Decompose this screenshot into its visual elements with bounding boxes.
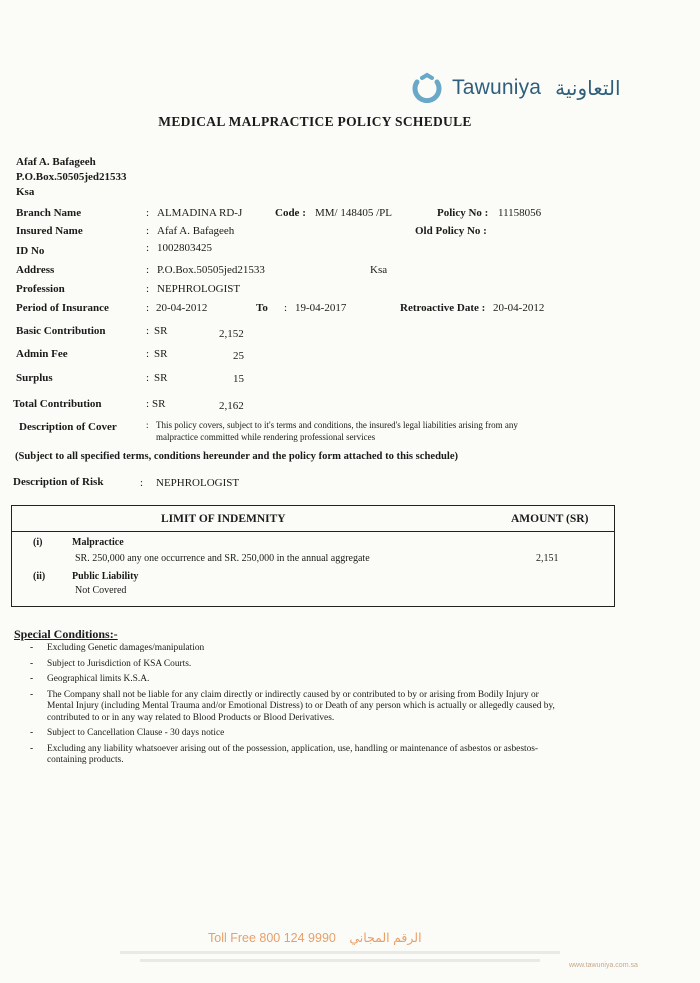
colon: :	[146, 398, 150, 410]
special-condition-line: Subject to Jurisdiction of KSA Courts.	[47, 658, 192, 669]
colon: :	[284, 302, 288, 314]
address-label: Address	[16, 264, 55, 276]
bullet-dash: -	[30, 728, 34, 738]
code-value: MM/ 148405 /PL	[315, 207, 393, 219]
special-conditions-title: Special Conditions:-	[14, 627, 118, 641]
colon: :	[146, 325, 150, 337]
colon: :	[146, 348, 150, 360]
admin-fee-currency: SR	[154, 348, 168, 360]
addressee-country: Ksa	[16, 186, 35, 198]
special-condition-item	[14, 674, 614, 686]
basic-contribution-amount: 2,152	[219, 328, 244, 340]
subject-note: (Subject to all specified terms, conditions hereunder and the policy form attached to this schedule)	[15, 451, 459, 462]
id-no-value: 1002803425	[157, 242, 212, 254]
total-contribution-label: Total Contribution	[13, 398, 102, 410]
special-condition-line: containing products.	[47, 755, 124, 765]
website: www.tawuniya.com.sa	[569, 962, 638, 969]
retroactive-label: Retroactive Date :	[400, 302, 486, 314]
surplus-amount: 15	[233, 373, 244, 385]
indemnity-header-limit: LIMIT OF INDEMNITY	[161, 513, 286, 525]
special-condition-item	[14, 744, 614, 767]
period-to-label: To	[256, 302, 268, 314]
description-of-risk-label: Description of Risk	[13, 476, 104, 488]
total-contribution-amount: 2,162	[219, 400, 244, 412]
retroactive-value: 20-04-2012	[493, 302, 545, 314]
logo-name-ar: التعاونية	[555, 76, 621, 100]
colon: :	[146, 283, 150, 295]
colon: :	[146, 372, 150, 384]
special-condition-item	[14, 643, 614, 655]
admin-fee-label: Admin Fee	[16, 348, 68, 360]
addressee-name: Afaf A. Bafageeh	[16, 156, 96, 168]
period-from-value: 20-04-2012	[156, 302, 208, 314]
indemnity-item-title: Malpractice	[72, 537, 124, 548]
indemnity-item-title: Public Liability	[72, 571, 139, 582]
special-condition-line: The Company shall not be liable for any claim directly or indirectly caused by or contributed to by or arising from Bodily Injury or	[47, 689, 539, 700]
special-condition-line: Subject to Cancellation Clause - 30 days notice	[47, 728, 225, 738]
policy-no-value: 11158056	[498, 207, 542, 219]
indemnity-item-detail: SR. 250,000 any one occurrence and SR. 250,000 in the annual aggregate	[75, 553, 370, 564]
period-label: Period of Insurance	[16, 302, 109, 314]
special-condition-line: Geographical limits K.S.A.	[47, 674, 150, 684]
indemnity-header-amount: AMOUNT (SR)	[511, 513, 589, 525]
bullet-dash: -	[30, 643, 34, 653]
tawuniya-logo-icon	[411, 72, 443, 104]
old-policy-no-label: Old Policy No :	[415, 225, 487, 237]
description-of-cover-line1: This policy covers, subject to it's terms and conditions, the insured's legal liabilities arising from any	[156, 420, 518, 430]
toll-free-line	[208, 930, 422, 945]
toll-free-ar: الرقم المجاني	[349, 931, 422, 945]
special-conditions-list	[14, 643, 614, 771]
basic-contribution-currency: SR	[154, 325, 168, 337]
indemnity-item-num: (ii)	[33, 571, 46, 582]
description-of-risk-value: NEPHROLOGIST	[156, 477, 240, 489]
colon: :	[146, 420, 149, 430]
admin-fee-amount: 25	[233, 350, 244, 362]
special-condition-line: contributed to or in any way related to Blood Products or Blood Derivatives.	[47, 712, 335, 723]
profession-label: Profession	[16, 283, 65, 295]
addressee-address: P.O.Box.50505jed21533	[16, 171, 127, 183]
insured-name-value: Afaf A. Bafageeh	[157, 225, 235, 237]
branch-name-value: ALMADINA RD-J	[157, 207, 243, 219]
surplus-label: Surplus	[16, 372, 53, 384]
colon: :	[146, 207, 150, 219]
special-condition-item	[14, 690, 614, 725]
policy-no-label: Policy No :	[437, 207, 489, 219]
insured-name-label: Insured Name	[16, 225, 83, 237]
special-condition-item	[14, 728, 614, 740]
colon: :	[146, 302, 150, 314]
special-condition-line: Excluding any liability whatsoever arising out of the possession, application, use, handling or maintenance of asbestos or asbestos-	[47, 743, 539, 754]
document-title: MEDICAL MALPRACTICE POLICY SCHEDULE	[158, 114, 472, 129]
basic-contribution-label: Basic Contribution	[16, 325, 106, 337]
bullet-dash: -	[30, 689, 34, 700]
special-condition-line: Mental Injury (including Mental Trauma and/or Emotional Distress) to or Death of any person which is actually or allegedly caused by,	[47, 701, 555, 711]
colon: :	[146, 225, 150, 237]
colon: :	[140, 477, 144, 489]
logo-name-en: Tawuniya	[452, 76, 542, 99]
address-country: Ksa	[370, 264, 388, 276]
description-of-cover-label: Description of Cover	[19, 421, 117, 433]
bullet-dash: -	[30, 674, 34, 684]
toll-free-en: Toll Free 800 124 9990	[208, 931, 336, 945]
bullet-dash: -	[30, 658, 34, 669]
description-of-cover-line2: malpractice committed while rendering professional services	[156, 432, 376, 442]
company-logo	[411, 70, 661, 106]
colon: :	[146, 264, 150, 276]
bullet-dash: -	[30, 743, 34, 754]
special-condition-line: Excluding Genetic damages/manipulation	[47, 643, 205, 653]
indemnity-item-num: (i)	[33, 537, 43, 548]
branch-name-label: Branch Name	[16, 207, 82, 219]
colon: :	[146, 242, 150, 254]
special-condition-item	[14, 659, 614, 671]
address-value: P.O.Box.50505jed21533	[157, 264, 265, 276]
code-label: Code :	[275, 207, 306, 219]
footer-fine-print-decoration	[120, 948, 560, 968]
surplus-currency: SR	[154, 372, 168, 384]
id-no-label: ID No	[16, 245, 45, 257]
total-contribution-currency: SR	[152, 398, 166, 410]
indemnity-item-detail: Not Covered	[75, 585, 127, 596]
period-to-value: 19-04-2017	[295, 302, 347, 314]
indemnity-item-amount: 2,151	[536, 553, 559, 564]
profession-value: NEPHROLOGIST	[157, 283, 241, 295]
